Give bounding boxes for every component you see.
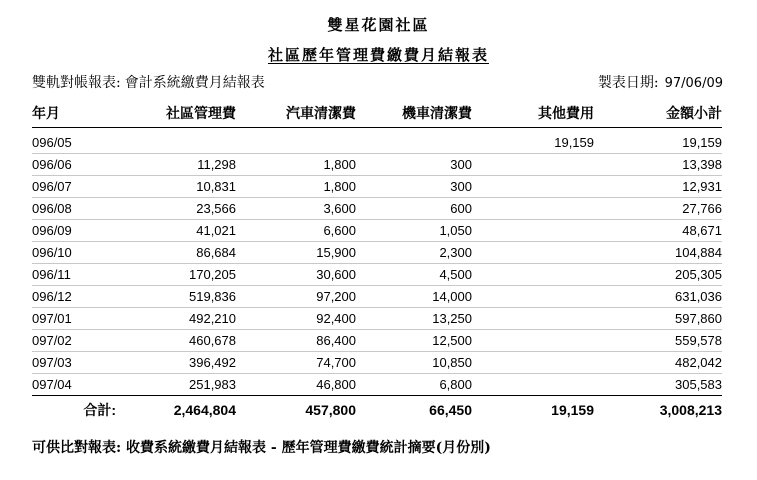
cell-car-cleaning-fee: 30,600 [236,264,356,286]
cell-car-cleaning-fee: 97,200 [236,286,356,308]
column-header-car-cleaning-fee: 汽車清潔費 [236,96,356,128]
cell-other-fees [472,154,594,176]
cell-subtotal: 104,884 [594,242,722,264]
cell-subtotal: 482,042 [594,352,722,374]
totals-label: 合計: [83,402,116,418]
cell-motorcycle-cleaning-fee: 600 [356,198,472,220]
cell-other-fees [472,352,594,374]
table-row [32,374,722,396]
cell-motorcycle-cleaning-fee: 300 [356,154,472,176]
table-header-row [32,96,722,128]
cell-management-fee [122,128,236,154]
cell-management-fee: 519,836 [122,286,236,308]
cell-management-fee: 41,021 [122,220,236,242]
cell-month: 097/04 [32,374,122,396]
total-motorcycle-cleaning-fee: 66,450 [429,402,472,418]
cell-month: 097/02 [32,330,122,352]
cell-management-fee: 170,205 [122,264,236,286]
cell-motorcycle-cleaning-fee: 12,500 [356,330,472,352]
cell-subtotal: 19,159 [594,128,722,154]
organization-name: 雙星花園社區 [327,16,430,34]
cell-subtotal: 597,860 [594,308,722,330]
cell-subtotal: 205,305 [594,264,722,286]
comparison-report-note: 可供比對報表: 收費系統繳費月結報表 - 歷年管理費繳費統計摘要(月份別) [32,440,491,456]
report-date-value: 97/06/09 [664,76,723,91]
cell-motorcycle-cleaning-fee [356,128,472,154]
cell-car-cleaning-fee: 92,400 [236,308,356,330]
cell-month: 096/09 [32,220,122,242]
cell-month: 096/11 [32,264,122,286]
cell-car-cleaning-fee: 46,800 [236,374,356,396]
cross-reference-info [32,72,265,92]
cell-car-cleaning-fee: 74,700 [236,352,356,374]
cell-management-fee: 460,678 [122,330,236,352]
cell-management-fee: 251,983 [122,374,236,396]
cell-subtotal: 27,766 [594,198,722,220]
column-header-motorcycle-cleaning-fee: 機車清潔費 [356,96,472,128]
table-row [32,352,722,374]
cell-management-fee: 86,684 [122,242,236,264]
cell-motorcycle-cleaning-fee: 14,000 [356,286,472,308]
table-row [32,154,722,176]
report-date-label: 製表日期: [597,75,659,91]
cell-other-fees [472,198,594,220]
cell-other-fees [472,308,594,330]
cell-month: 097/01 [32,308,122,330]
total-grand: 3,008,213 [659,402,722,418]
cell-car-cleaning-fee: 1,800 [236,176,356,198]
cell-month: 096/12 [32,286,122,308]
cell-subtotal: 559,578 [594,330,722,352]
cell-other-fees [472,330,594,352]
table-row [32,242,722,264]
totals-row [32,396,722,425]
column-header-month: 年月 [32,96,122,128]
cell-other-fees [472,242,594,264]
cell-month: 097/03 [32,352,122,374]
cell-month: 096/07 [32,176,122,198]
cell-month: 096/10 [32,242,122,264]
cell-subtotal: 48,671 [594,220,722,242]
table-row [32,220,722,242]
cell-car-cleaning-fee: 1,800 [236,154,356,176]
total-car-cleaning-fee: 457,800 [305,402,356,418]
cell-car-cleaning-fee [236,128,356,154]
table-row [32,198,722,220]
table-row [32,264,722,286]
cell-month: 096/08 [32,198,122,220]
cell-other-fees [472,220,594,242]
cell-motorcycle-cleaning-fee: 300 [356,176,472,198]
cell-subtotal: 12,931 [594,176,722,198]
cell-other-fees: 19,159 [472,128,594,154]
cross-reference-label: 雙軌對帳報表: [32,75,121,91]
cell-management-fee: 396,492 [122,352,236,374]
cell-motorcycle-cleaning-fee: 2,300 [356,242,472,264]
cell-other-fees [472,264,594,286]
cell-subtotal: 305,583 [594,374,722,396]
cross-reference-value: 會計系統繳費月結報表 [124,75,265,91]
report-title: 社區歷年管理費繳費月結報表 [267,46,489,64]
cell-motorcycle-cleaning-fee: 1,050 [356,220,472,242]
column-header-management-fee: 社區管理費 [122,96,236,128]
cell-other-fees [472,374,594,396]
total-other-fees: 19,159 [551,402,594,418]
cell-other-fees [472,176,594,198]
cell-management-fee: 11,298 [122,154,236,176]
cell-motorcycle-cleaning-fee: 6,800 [356,374,472,396]
table-row [32,176,722,198]
cell-other-fees [472,286,594,308]
table-row [32,128,722,154]
table-row [32,286,722,308]
cell-subtotal: 13,398 [594,154,722,176]
cell-motorcycle-cleaning-fee: 4,500 [356,264,472,286]
cell-car-cleaning-fee: 3,600 [236,198,356,220]
cell-management-fee: 10,831 [122,176,236,198]
cell-management-fee: 492,210 [122,308,236,330]
table-row [32,330,722,352]
monthly-fee-table [32,96,722,424]
total-management-fee: 2,464,804 [173,402,236,418]
cell-car-cleaning-fee: 86,400 [236,330,356,352]
report-date-info [598,72,723,92]
cell-management-fee: 23,566 [122,198,236,220]
cell-motorcycle-cleaning-fee: 10,850 [356,352,472,374]
cell-subtotal: 631,036 [594,286,722,308]
cell-motorcycle-cleaning-fee: 13,250 [356,308,472,330]
column-header-subtotal: 金額小計 [594,96,722,128]
cell-car-cleaning-fee: 15,900 [236,242,356,264]
cell-month: 096/05 [32,128,122,154]
table-row [32,308,722,330]
cell-month: 096/06 [32,154,122,176]
cell-car-cleaning-fee: 6,600 [236,220,356,242]
column-header-other-fees: 其他費用 [472,96,594,128]
